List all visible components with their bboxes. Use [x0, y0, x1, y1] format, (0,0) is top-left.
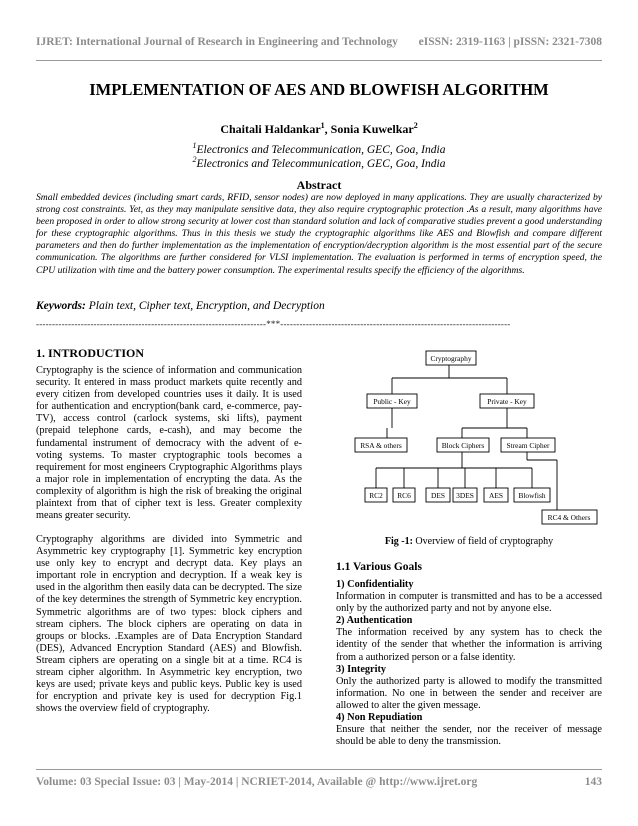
author-2: Sonia Kuwelkar	[330, 122, 414, 136]
figure-caption-text: Overview of field of cryptography	[412, 536, 554, 547]
connector-public	[387, 408, 392, 438]
node-cryptography-label: Cryptography	[430, 354, 472, 363]
running-footer	[36, 776, 602, 788]
goal-2-title: 2) Authentication	[336, 615, 413, 627]
abstract-heading: Abstract	[296, 178, 342, 192]
node-rsa-label: RSA & others	[360, 441, 402, 450]
keywords-label: Keywords:	[36, 300, 86, 312]
section-separator: ------------------------------------------------------------------------***------------------------------------------------------------------------	[36, 319, 511, 329]
node-blowfish-label: Blowfish	[518, 491, 546, 500]
node-public-key-label: Public - Key	[373, 397, 411, 406]
affiliation-2-mark: 2	[192, 155, 197, 164]
figure-label: Fig -1:	[384, 536, 413, 547]
intro-heading: 1. INTRODUCTION	[36, 346, 145, 360]
header-rule	[36, 60, 602, 61]
goal-3-text: Only the authorized party is allowed to modify the transmitted information. No one in between the sender and receiver are allowed to alter the given message.	[336, 675, 602, 711]
keywords	[36, 300, 602, 312]
node-stream-cipher-label: Stream Cipher	[506, 441, 550, 450]
goal-1-text: Information in computer is transmitted and has to be a accessed only by the authorized party and not by anyone else.	[336, 591, 602, 615]
connector-block	[376, 452, 532, 488]
intro-paragraph-2: Cryptography algorithms are divided into Symmetric and Asymmetric key cryptography [1]. Symmetric key encryption use only key to encrypt and decrypt data. Key plays an important role in encryption and decryption. If a weak key is used in the algorithm then easily data can be decrypted. The size of the key determines the strength of Symmetric key encryption. Symmetric algorithms are of two types: block ciphers and stream ciphers. The block ciphers are operating on data in groups or blocks. .Examples are of Data Encryption Standard (DES), Advanced Encryption Standard (AES) and Blowfish. Stream ciphers are operating on a single bit at a time. RC4 is stream cipher algorithm. In Asymmetric key encryption, two keys are used; private keys and public keys. Public key is used for encryption and private key is used for decryption Fig.1 shows the overview field of cryptography.	[36, 534, 302, 715]
node-block-ciphers-label: Block Ciphers	[441, 441, 485, 450]
footer-volume-info: Volume: 03 Special Issue: 03 | May-2014 | NCRIET-2014, Available @ http://www.ijret.org	[36, 776, 478, 788]
node-3des-label: 3DES	[456, 491, 474, 500]
authors	[0, 121, 638, 137]
affiliation-1-text: Electronics and Telecommunication, GEC, Goa, India	[196, 143, 446, 156]
affiliation-1	[0, 141, 638, 156]
node-rc4-label: RC4 & Others	[547, 513, 591, 522]
abstract-text: Small embedded devices (including smart cards, RFID, sensor nodes) are now deployed in many applications. They are usually characterized by strong cost constraints. Yet, as they may manipulate sensitive data, they also require cryptographic protection .As a result, many algorithms have been proposed in order to allow strong security at lower cost than standard solution and lack of comparative studies prevent a good understanding for these cryptographic algorithms. Thus in this thesis we study the cryptographic algorithms like AES and Blowfish and compare different parameters and then do further implementation as the implementation of encryption/decryption algorithm is the most essential part of the secure communication. The algorithms are further considered for VLSI implementation. The evaluation is performed in terms of encryption speed, the CPU utilization with time and the battery power consumption. The experimental results specify the efficiency of the algorithms.	[36, 192, 602, 276]
author-1-mark: 1	[320, 121, 325, 130]
issn: eISSN: 2319-1163 | pISSN: 2321-7308	[418, 36, 602, 48]
intro-paragraph-1: Cryptography is the science of information and communication security. It entered in mass product markets quite recently and every citizen from developed countries uses it daily. It is used for authentication and encryption(bank card, e-commerce, pay-TV), access control (carlock systems, ski lifts), payment (prepaid telephone cards, e-cash), and may become the fundamental instrument of democracy with the advent of e-voting systems. To master cryptographic tools becomes a requirement for most engineers Cryptographic Algorithms plays a major role in implementation of encrypting the data. As the complexity of algorithm is high the risk of breaking the original plaintext from that of cipher text is less. Greater complexity means greater security.	[36, 365, 302, 522]
goal-4-title: 4) Non Repudiation	[336, 712, 423, 724]
goal-2-text: The information received by any system has to check the identity of the sender that whether the information is arriving from a authorized person or a false identity.	[336, 627, 602, 663]
affiliation-2-text: Electronics and Telecommunication, GEC, Goa, India	[196, 157, 446, 170]
author-separator: ,	[324, 122, 331, 136]
connector-private	[462, 408, 527, 438]
author-2-mark: 2	[413, 121, 418, 130]
figure-caption	[336, 536, 602, 547]
affiliation-2	[0, 155, 638, 170]
node-rc6-label: RC6	[397, 491, 411, 500]
node-private-key-label: Private - Key	[487, 397, 527, 406]
journal-name: IJRET: International Journal of Research in Engineering and Technology	[36, 36, 398, 48]
goals-heading: 1.1 Various Goals	[336, 561, 422, 573]
goal-3-title: 3) Integrity	[336, 663, 387, 675]
keywords-text: Plain text, Cipher text, Encryption, and Decryption	[85, 300, 325, 312]
goals-list	[336, 579, 602, 748]
page-number: 143	[584, 776, 602, 788]
cryptography-tree-diagram	[352, 348, 602, 528]
affiliation-1-mark: 1	[192, 141, 197, 150]
paper-title: IMPLEMENTATION OF AES AND BLOWFISH ALGORITHM	[89, 80, 549, 99]
node-des-label: DES	[431, 491, 445, 500]
footer-rule	[36, 769, 602, 770]
node-rc2-label: RC2	[369, 491, 383, 500]
node-aes-label: AES	[489, 491, 503, 500]
author-1: Chaitali Haldankar	[220, 122, 321, 136]
running-header	[36, 36, 602, 48]
goal-4-text: Ensure that neither the sender, nor the receiver of message should be able to deny the transmission.	[336, 724, 602, 748]
goal-1-title: 1) Confidentiality	[336, 579, 414, 590]
connector-root	[392, 365, 507, 394]
